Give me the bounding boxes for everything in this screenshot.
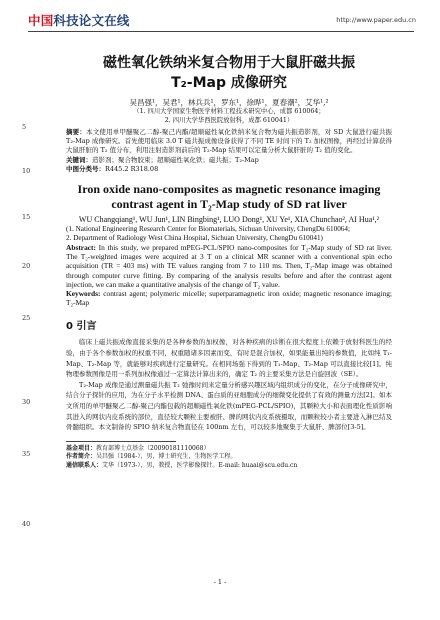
keywords-cn bbox=[66, 156, 392, 165]
footnote-divider bbox=[66, 441, 176, 442]
clc-label: 中图分类号： bbox=[66, 164, 105, 173]
line-number-20: 20 bbox=[22, 262, 31, 270]
line-number-25: 25 bbox=[22, 314, 31, 322]
logo-part-1: 中国 bbox=[28, 13, 54, 28]
line-number-15: 15 bbox=[22, 213, 31, 221]
page-header bbox=[0, 0, 440, 34]
affiliation-en-2: 2. Department of Radiology West China Hospital, Sichuan University, ChengDu 610041) bbox=[66, 234, 323, 243]
footnote-funding bbox=[66, 445, 392, 454]
affiliation-en-1: (1. National Engineering Research Center for Biomaterials, Sichuan University, ChengDu 610064; bbox=[66, 225, 350, 234]
affiliation-cn-1: （1. 四川大学国家生物医学材料工程技术研究中心，成都 610064； bbox=[133, 108, 325, 115]
abstract-en-label: Abstract: bbox=[66, 243, 96, 253]
title-cn-line-1: 磁性氧化铁纳米复合物用于大鼠肝磁共振 bbox=[103, 55, 355, 71]
header-divider bbox=[28, 31, 414, 32]
line-number-5: 5 bbox=[22, 123, 27, 131]
paper-body bbox=[66, 38, 392, 470]
footnote-author-text: 吴昌强（1984-），男，博士研究生，生物医学工程。 bbox=[96, 453, 237, 461]
footnote-author-label: 作者简介： bbox=[66, 453, 97, 461]
abstract-cn-text: 本文使用单甲醚聚乙二醇-聚己内酯/超顺磁性氧化铁纳米复合物为磁共振造影剂，对 SD 大鼠进行磁共振 T₂-Map 成像研究。首先使用临床 3.0 T 磁共振成像设备获得了不同 TE 时间下的 T₂ 加权图像，再经过计算获得大鼠肝脏的 T₂ 值分布，利用注射造影剂前后的 T₂-Map 结果可以定量分析大鼠肝脏的 T₂ 值的变化。 bbox=[66, 128, 393, 155]
abstract-cn bbox=[66, 128, 392, 156]
keywords-cn-label: 关键词： bbox=[66, 155, 92, 164]
keywords-en bbox=[66, 289, 392, 307]
line-number-10: 10 bbox=[22, 167, 31, 175]
intro-paragraph-2: T₂-Map 成像是通过测量磁共振 T₂ 弛豫时间来定量分析感兴趣区域内组织成分的变化，在分子成像研究中，结合分子探针的应用，为在分子水平检测 DNA、蛋白质的亚细胞成分的细微变化提供了有效的测量方法[2]。如本文所用的单甲醚聚乙二醇-聚己内酯包载的超顺磁性氧化铁(mPEG-PCL/SPIO)，其颗粒大小和表面理化性质影响其进入的网状内皮系统的部位，直径较大颗粒主要被肝、脾的网状内皮系统摄取，而颗粒较小者主要进入淋巴结及骨髓组织。本文制备的 SPIO 纳米复合物直径在 100nm 左右，可以较多地聚集于大鼠肝、脾部位[3-5]。 bbox=[66, 380, 392, 432]
line-number-40: 40 bbox=[22, 520, 31, 528]
footnote-corresponding-text: 艾华（1973-），男，教授，医学影像探针。E-mail: huaai@scu.edu.cn bbox=[102, 461, 298, 469]
footnote-author-bio bbox=[66, 453, 392, 462]
footnote-corresponding-label: 通信联系人： bbox=[66, 461, 103, 469]
intro-paragraph-1: 临床上磁共振成像直接采集的是各种参数的加权像，对各种疾病的诊断在很大程度上依赖于放射科医生的经验，由于各个参数加权的权重不同，权重随诸多因素而变，有时是混合加权，如果能量出纯的参数值，比如纯 T₁-Map、T₂-Map 等，就能够对疾病进行定量研究。在相同场强下得到的 T₁-Map、T₂-Map 可以直接比较[1]。纯物理参数图像是用一系列加权像通过一定算法计算出来的，确定 T₂ 的主要采集方法是自旋回波（SE）。 bbox=[66, 338, 392, 379]
abstract-en-text: In this study, we prepared mPEG-PCL/SPIO nano-composites for T₂-Map study of SD rat liver. The T₂-weighted images were acquired at 3 T on a clinical MR scanner with a conventional spin echo acquisition (TR = 403 ms) with TE values ranging from 7 to 110 ms. Then, T₂-Map image was obtained through computer curve fitting. By comparing of the analysis results before and after the contrast agent injection, we can make a quantitative analysis of the change of T₂ value. bbox=[66, 243, 392, 289]
footnote-funding-text: 教育部博士点基金（20090181110068） bbox=[96, 444, 210, 452]
site-url[interactable]: http://www.paper.edu.cn bbox=[336, 16, 416, 24]
section-heading-intro: 0 引言 bbox=[66, 321, 97, 333]
keywords-cn-text: 造影剂；聚合物胶束；超顺磁性氧化铁；磁共振；T₂-Map bbox=[92, 155, 259, 164]
footnote-funding-label: 基金项目： bbox=[66, 444, 97, 452]
logo-part-2: 科技论文在线 bbox=[53, 13, 130, 28]
site-logo[interactable] bbox=[28, 11, 130, 29]
title-en: Iron oxide nano-composites as magnetic resonance imaging contrast agent in T₂-Map study of SD rat liver bbox=[77, 182, 381, 211]
line-number-30: 30 bbox=[22, 398, 31, 406]
clc-text: R445.2 R318.08 bbox=[105, 164, 159, 173]
abstract-en bbox=[66, 243, 392, 289]
title-cn-line-2: T₂-Map 成像研究 bbox=[171, 75, 287, 91]
abstract-cn-label: 摘要： bbox=[66, 128, 87, 136]
line-numbers bbox=[0, 0, 40, 620]
page-number: - 1 - bbox=[213, 578, 227, 586]
authors-cn: 吴昌强¹，吴君¹，林兵兵¹，罗东¹，徐晔¹，夏春潮²，艾华¹,² bbox=[129, 98, 329, 107]
authors-en: WU Changqiang¹, WU Jun¹, LIN Bingbing¹, LUO Dong¹, XU Ye¹, XIA Chunchao², AI Hua¹,² bbox=[78, 215, 380, 225]
keywords-en-text: contrast agent; polymeric micelle; superparamagnetic iron oxide; magnetic resonance imaging; T₂-Map bbox=[66, 289, 392, 308]
line-number-35: 35 bbox=[22, 450, 31, 458]
clc-number bbox=[66, 165, 392, 174]
footnote-corresponding bbox=[66, 462, 392, 471]
affiliation-cn-2: 2. 四川大学华西医院放射科，成都 610041） bbox=[164, 116, 294, 124]
keywords-en-label: Keywords: bbox=[66, 289, 101, 299]
